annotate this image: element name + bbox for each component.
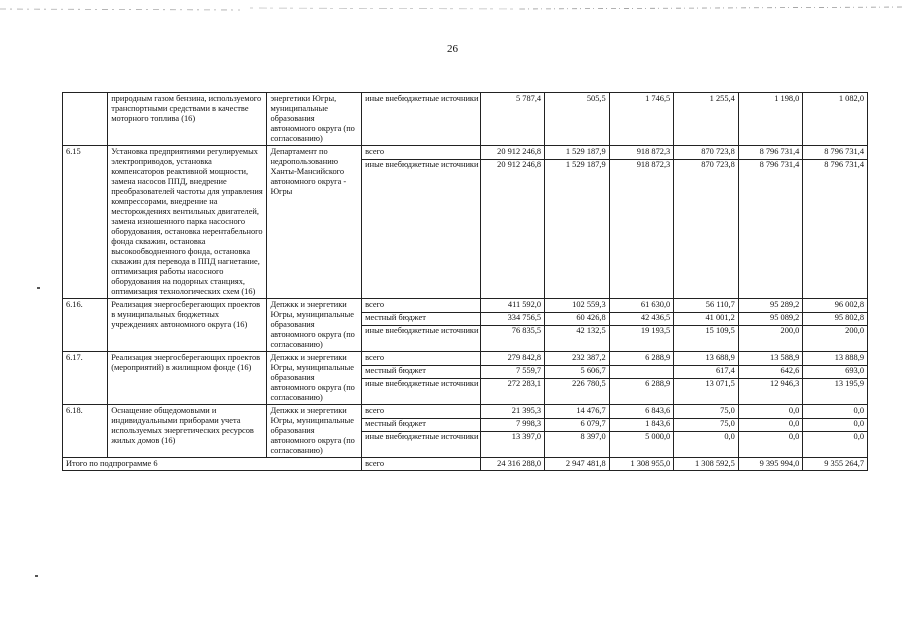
funding-source: иные внебюджетные источники bbox=[365, 94, 479, 103]
amount-value: 42 132,5 bbox=[576, 326, 606, 335]
total-value bbox=[609, 458, 674, 471]
amount-value: 642,6 bbox=[739, 366, 803, 379]
amount-value: 918 872,3 bbox=[636, 160, 671, 169]
row-sources bbox=[362, 352, 480, 405]
amount-value: 75,0 bbox=[674, 419, 738, 432]
value-cell bbox=[480, 93, 545, 146]
amount-value: 8 796 731,4 bbox=[824, 160, 864, 169]
row-number bbox=[63, 93, 108, 146]
amount-value: 8 397,0 bbox=[580, 432, 606, 441]
amount-value: 918 872,3 bbox=[610, 147, 674, 160]
row-description-text: Реализация энергосберегающих проектов (мероприятий) в жилищном фонде (16) bbox=[111, 353, 261, 372]
amount-value: 0,0 bbox=[739, 406, 803, 419]
row-number-text: 6.17. bbox=[66, 353, 83, 362]
row-description-text: природным газом бензина, используемого транспортными средствами в качестве моторного топлива (16) bbox=[111, 94, 262, 123]
amount-value: 8 796 731,4 bbox=[803, 147, 867, 160]
total-amount: 9 355 264,7 bbox=[824, 459, 864, 468]
value-cell bbox=[609, 299, 674, 352]
row-description-text: Оснащение общедомовыми и индивидуальными приборами учета используемых энергетических ресурсов жилых домов (16) bbox=[111, 406, 254, 445]
row-responsible-text: Депжкк и энергетики Югры, муниципальные образования автономного округа (по согласованию) bbox=[270, 300, 355, 349]
amount-value: 5 787,4 bbox=[515, 94, 542, 103]
total-amount: 2 947 481,8 bbox=[565, 459, 606, 468]
row-number bbox=[63, 146, 108, 299]
value-cell bbox=[545, 299, 610, 352]
amount-value: 12 946,3 bbox=[770, 379, 800, 388]
amount-value: 1 255,4 bbox=[709, 94, 735, 103]
amount-value bbox=[610, 366, 674, 379]
amount-value: 0,0 bbox=[788, 432, 800, 441]
scan-edge-noise bbox=[0, 0, 905, 14]
value-cell bbox=[674, 93, 739, 146]
amount-value: 6 843,6 bbox=[610, 406, 674, 419]
row-number-text: 6.18. bbox=[66, 406, 83, 415]
amount-value: 1 529 187,9 bbox=[565, 160, 606, 169]
total-value bbox=[674, 458, 739, 471]
amount-value: 6 079,7 bbox=[545, 419, 609, 432]
amount-value: 8 796 731,4 bbox=[759, 160, 800, 169]
amount-value: 6 288,9 bbox=[610, 353, 674, 366]
funding-source: всего bbox=[362, 147, 479, 160]
total-amount: 1 308 955,0 bbox=[630, 459, 671, 468]
value-cell bbox=[480, 352, 545, 405]
amount-value: 95 089,2 bbox=[739, 313, 803, 326]
row-responsible bbox=[267, 405, 362, 458]
value-cell bbox=[609, 146, 674, 299]
value-cell bbox=[545, 405, 610, 458]
row-sources bbox=[362, 299, 480, 352]
amount-value: 693,0 bbox=[803, 366, 867, 379]
row-description-text: Реализация энергосберегающих проектов в муниципальных бюджетных учреждениях автономного округа (16) bbox=[111, 300, 261, 329]
amount-value: 102 559,3 bbox=[545, 300, 609, 313]
row-responsible bbox=[267, 352, 362, 405]
total-label bbox=[63, 458, 362, 471]
scan-dot bbox=[35, 575, 38, 577]
amount-value: 76 835,5 bbox=[511, 326, 542, 335]
value-cell bbox=[738, 299, 803, 352]
row-number-text: 6.15 bbox=[66, 147, 81, 156]
amount-value: 411 592,0 bbox=[481, 300, 545, 313]
amount-value: 21 395,3 bbox=[481, 406, 545, 419]
table-row bbox=[63, 352, 868, 405]
amount-value: 272 283,1 bbox=[507, 379, 542, 388]
row-description-text: Установка предприятиями регулируемых электроприводов, установка компенсаторов реактивной мощности, замена насосов ППД, внедрение преобразователей частоты для управления компрессорами, внедрение на месторождениях вентильных двигателей, замена изношенного парка насосного оборудования, остановка нерентабельного фонда скважин, остановка высокообводненного фонда, остановка скважин для перевода в ППД нагнетание, оптимизация работы насосного оборудования на подорных станциях, оптимизация технологических схем (16) bbox=[111, 147, 263, 296]
row-description bbox=[108, 299, 267, 352]
row-description bbox=[108, 352, 267, 405]
value-cell bbox=[480, 405, 545, 458]
value-cell bbox=[803, 352, 868, 405]
total-amount: 1 308 592,5 bbox=[695, 459, 735, 468]
row-number bbox=[63, 352, 108, 405]
funding-source: местный бюджет bbox=[362, 419, 479, 432]
amount-value: 1 843,6 bbox=[610, 419, 674, 432]
row-description bbox=[108, 146, 267, 299]
value-cell bbox=[609, 352, 674, 405]
amount-value: 5 606,7 bbox=[545, 366, 609, 379]
amount-value: 96 002,8 bbox=[803, 300, 867, 313]
amount-value: 0,0 bbox=[803, 406, 867, 419]
amount-value: 1 746,5 bbox=[645, 94, 671, 103]
amount-value: 870 723,8 bbox=[674, 147, 738, 160]
row-responsible-text: Департамент по недропользованию Ханты-Мансийского автономного округа - Югры bbox=[270, 147, 347, 196]
table-row bbox=[63, 405, 868, 458]
row-sources bbox=[362, 405, 480, 458]
funding-source: всего bbox=[362, 300, 479, 313]
program-table bbox=[62, 92, 868, 471]
amount-value: 15 109,5 bbox=[705, 326, 735, 335]
page-number: 26 bbox=[447, 43, 458, 55]
amount-value: 95 289,2 bbox=[739, 300, 803, 313]
amount-value: 0,0 bbox=[724, 432, 735, 441]
funding-source: иные внебюджетные источники bbox=[365, 432, 479, 441]
amount-value: 0,0 bbox=[853, 432, 864, 441]
amount-value: 0,0 bbox=[739, 419, 803, 432]
amount-value: 41 001,2 bbox=[674, 313, 738, 326]
funding-source: иные внебюджетные источники bbox=[365, 379, 479, 388]
value-cell bbox=[803, 146, 868, 299]
row-responsible bbox=[267, 146, 362, 299]
row-description bbox=[108, 93, 267, 146]
amount-value: 13 588,9 bbox=[739, 353, 803, 366]
amount-value: 279 842,8 bbox=[481, 353, 545, 366]
funding-source: иные внебюджетные источники bbox=[365, 326, 479, 335]
funding-source: местный бюджет bbox=[362, 366, 479, 379]
total-value bbox=[803, 458, 868, 471]
amount-value: 7 559,7 bbox=[481, 366, 545, 379]
value-cell bbox=[674, 405, 739, 458]
amount-value: 13 195,9 bbox=[834, 379, 864, 388]
row-description bbox=[108, 405, 267, 458]
value-cell bbox=[803, 299, 868, 352]
amount-value: 1 198,0 bbox=[774, 94, 800, 103]
row-number bbox=[63, 405, 108, 458]
total-amount: 24 316 288,0 bbox=[497, 459, 542, 468]
value-cell bbox=[738, 93, 803, 146]
amount-value: 75,0 bbox=[674, 406, 738, 419]
table-row bbox=[63, 93, 868, 146]
row-responsible-text: энергетики Югры, муниципальные образования автономного округа (по согласованию) bbox=[270, 94, 355, 143]
total-label-text: Итого по подпрограмме 6 bbox=[66, 459, 158, 468]
total-value bbox=[480, 458, 545, 471]
total-amount: 9 395 994,0 bbox=[759, 459, 800, 468]
value-cell bbox=[545, 93, 610, 146]
scan-dot bbox=[37, 287, 40, 289]
value-cell bbox=[480, 146, 545, 299]
amount-value: 14 476,7 bbox=[545, 406, 609, 419]
total-source bbox=[362, 458, 480, 471]
value-cell bbox=[803, 93, 868, 146]
row-responsible-text: Депжкк и энергетики Югры, муниципальные образования автономного округа (по согласованию) bbox=[270, 406, 355, 455]
value-cell bbox=[738, 146, 803, 299]
row-number-text: 6.16. bbox=[66, 300, 83, 309]
value-cell bbox=[803, 405, 868, 458]
amount-value: 5 000,0 bbox=[645, 432, 671, 441]
total-source-text: всего bbox=[365, 459, 385, 468]
value-cell bbox=[545, 146, 610, 299]
amount-value: 60 426,8 bbox=[545, 313, 609, 326]
table-body bbox=[63, 93, 868, 471]
funding-source: иные внебюджетные источники bbox=[365, 160, 479, 169]
row-responsible bbox=[267, 93, 362, 146]
amount-value: 19 193,5 bbox=[640, 326, 671, 335]
value-cell bbox=[609, 405, 674, 458]
amount-value: 13 888,9 bbox=[803, 353, 867, 366]
amount-value: 617,4 bbox=[674, 366, 738, 379]
amount-value: 13 688,9 bbox=[674, 353, 738, 366]
value-cell bbox=[674, 352, 739, 405]
value-cell bbox=[674, 299, 739, 352]
value-cell bbox=[545, 352, 610, 405]
value-cell bbox=[674, 146, 739, 299]
row-responsible bbox=[267, 299, 362, 352]
total-value bbox=[545, 458, 610, 471]
amount-value: 8 796 731,4 bbox=[739, 147, 803, 160]
amount-value: 870 723,8 bbox=[701, 160, 735, 169]
amount-value: 6 288,9 bbox=[645, 379, 671, 388]
amount-value: 95 802,8 bbox=[803, 313, 867, 326]
amount-value: 61 630,0 bbox=[610, 300, 674, 313]
amount-value: 13 397,0 bbox=[511, 432, 542, 441]
amount-value: 13 071,5 bbox=[705, 379, 735, 388]
amount-value: 200,0 bbox=[780, 326, 800, 335]
total-value bbox=[738, 458, 803, 471]
amount-value: 42 436,5 bbox=[610, 313, 674, 326]
amount-value: 20 912 246,8 bbox=[497, 160, 542, 169]
amount-value: 20 912 246,8 bbox=[481, 147, 545, 160]
amount-value: 200,0 bbox=[845, 326, 864, 335]
row-sources bbox=[362, 146, 480, 299]
funding-source: всего bbox=[362, 353, 479, 366]
value-cell bbox=[609, 93, 674, 146]
amount-value: 56 110,7 bbox=[674, 300, 738, 313]
amount-value: 7 998,3 bbox=[481, 419, 545, 432]
amount-value: 0,0 bbox=[803, 419, 867, 432]
table-row bbox=[63, 146, 868, 299]
row-number bbox=[63, 299, 108, 352]
table-row bbox=[63, 299, 868, 352]
amount-value: 505,5 bbox=[586, 94, 606, 103]
funding-source: всего bbox=[362, 406, 479, 419]
amount-value: 226 780,5 bbox=[572, 379, 606, 388]
amount-value: 1 082,0 bbox=[838, 94, 864, 103]
row-responsible-text: Депжкк и энергетики Югры, муниципальные образования автономного округа (по согласованию) bbox=[270, 353, 355, 402]
amount-value: 334 756,5 bbox=[481, 313, 545, 326]
amount-value: 1 529 187,9 bbox=[545, 147, 609, 160]
value-cell bbox=[480, 299, 545, 352]
amount-value: 232 387,2 bbox=[545, 353, 609, 366]
value-cell bbox=[738, 352, 803, 405]
value-cell bbox=[738, 405, 803, 458]
row-sources bbox=[362, 93, 480, 146]
total-row bbox=[63, 458, 868, 471]
funding-source: местный бюджет bbox=[362, 313, 479, 326]
